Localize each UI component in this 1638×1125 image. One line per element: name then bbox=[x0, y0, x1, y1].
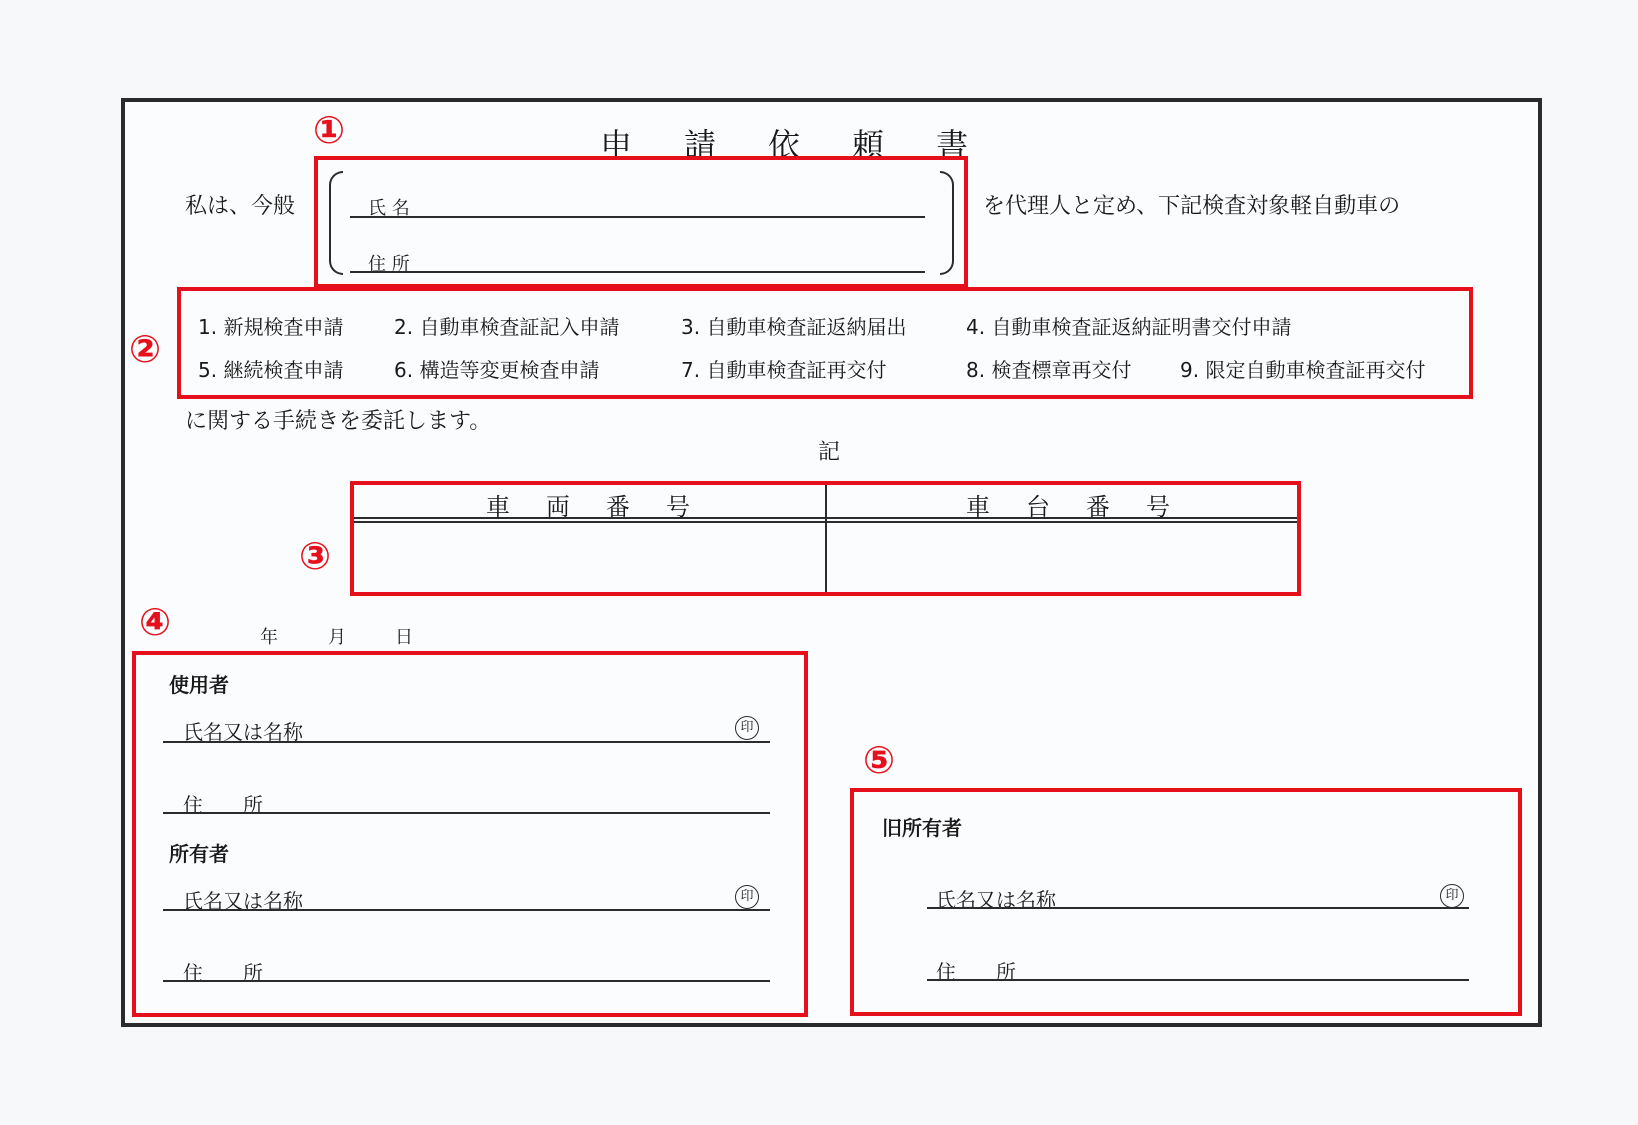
procedure-item: 8. 検査標章再交付 bbox=[966, 358, 1132, 382]
agent-name-label: 氏 名 bbox=[368, 198, 410, 219]
former-owner-seal-icon: 印 bbox=[1440, 884, 1464, 908]
marker-5: ⑤ bbox=[863, 738, 896, 782]
user-seal-icon: 印 bbox=[735, 716, 759, 740]
procedure-item: 5. 継続検査申請 bbox=[198, 358, 344, 382]
marker-3: ③ bbox=[299, 534, 332, 578]
header-chassis-number: 車 台 番 号 bbox=[966, 493, 1170, 521]
table-column-divider bbox=[825, 485, 827, 592]
former-owner-name-line[interactable] bbox=[927, 907, 1469, 909]
ki-label: 記 bbox=[818, 440, 841, 465]
user-address-line[interactable] bbox=[163, 812, 770, 814]
procedure-item: 2. 自動車検査証記入申請 bbox=[394, 315, 620, 339]
date-year: 年 bbox=[260, 627, 278, 648]
user-name-label: 氏名又は名称 bbox=[183, 720, 303, 744]
owner-address-label: 住 所 bbox=[183, 961, 263, 985]
former-owner-heading: 旧所有者 bbox=[882, 816, 962, 840]
procedure-item: 3. 自動車検査証返納届出 bbox=[681, 315, 907, 339]
header-vehicle-number: 車 両 番 号 bbox=[486, 493, 690, 521]
former-owner-address-line[interactable] bbox=[927, 979, 1469, 981]
agent-highlight-box bbox=[314, 156, 968, 288]
entrust-text: に関する手続きを委託します。 bbox=[185, 409, 492, 434]
owner-seal-icon: 印 bbox=[735, 885, 759, 909]
procedure-item: 1. 新規検査申請 bbox=[198, 315, 344, 339]
former-owner-address-label: 住 所 bbox=[936, 960, 1016, 984]
owner-address-line[interactable] bbox=[163, 980, 770, 982]
date-day: 日 bbox=[395, 627, 413, 648]
vehicle-number-cell[interactable] bbox=[356, 525, 823, 590]
intro-right-text: を代理人と定め、下記検査対象軽自動車の bbox=[983, 194, 1401, 219]
marker-2: ② bbox=[129, 327, 162, 371]
user-address-label: 住 所 bbox=[183, 793, 263, 817]
owner-heading: 所有者 bbox=[169, 842, 229, 866]
agent-address-line[interactable] bbox=[350, 271, 925, 273]
marker-1: ① bbox=[313, 108, 346, 152]
procedure-item: 7. 自動車検査証再交付 bbox=[681, 358, 887, 382]
marker-4: ④ bbox=[139, 600, 172, 644]
bracket-left bbox=[329, 171, 343, 275]
chassis-number-cell[interactable] bbox=[829, 525, 1295, 590]
procedure-item: 6. 構造等変更検査申請 bbox=[394, 358, 600, 382]
procedure-item: 4. 自動車検査証返納証明書交付申請 bbox=[966, 315, 1292, 339]
bracket-right bbox=[940, 171, 954, 275]
procedure-item: 9. 限定自動車検査証再交付 bbox=[1180, 358, 1426, 382]
form-title: 申 請 依 頼 書 bbox=[600, 126, 969, 164]
owner-name-line[interactable] bbox=[163, 909, 770, 911]
agent-name-line[interactable] bbox=[350, 216, 925, 218]
date-month: 月 bbox=[328, 627, 346, 648]
intro-left-text: 私は、今般 bbox=[185, 194, 296, 219]
agent-address-label: 住 所 bbox=[368, 254, 410, 275]
former-owner-name-label: 氏名又は名称 bbox=[936, 888, 1056, 912]
user-name-line[interactable] bbox=[163, 741, 770, 743]
owner-name-label: 氏名又は名称 bbox=[183, 889, 303, 913]
user-heading: 使用者 bbox=[169, 673, 229, 697]
